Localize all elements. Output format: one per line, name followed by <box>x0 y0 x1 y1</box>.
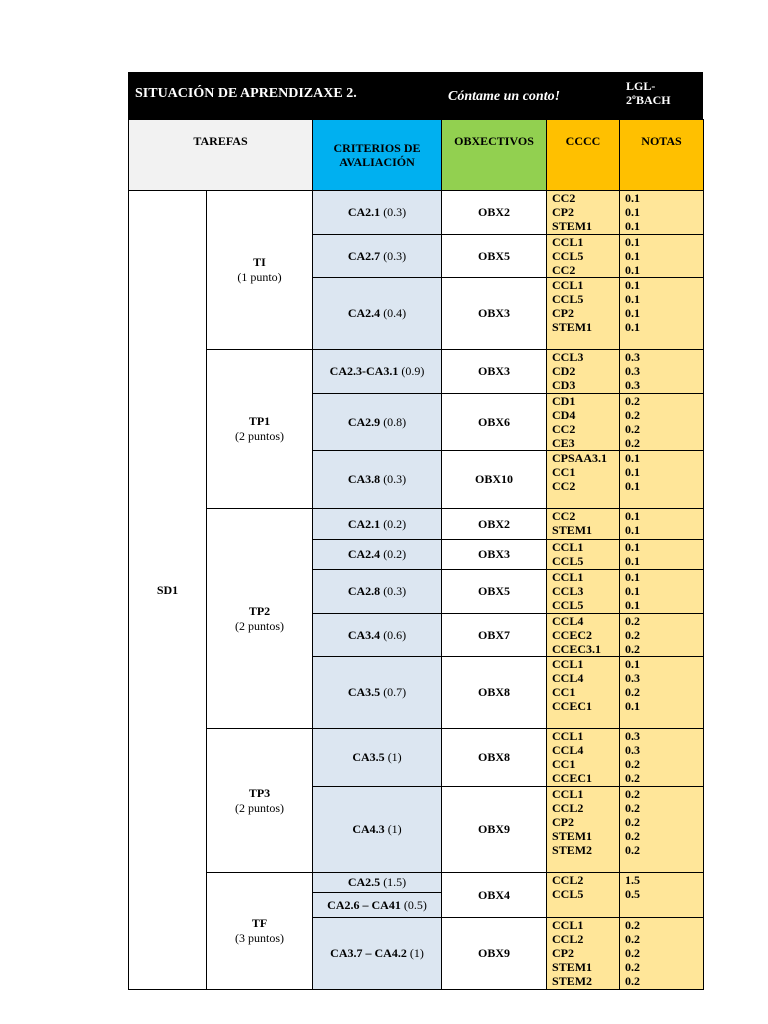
grade-item: 0.5 <box>625 887 641 901</box>
criterion-weight: (0.2) <box>383 516 407 531</box>
competence-item: CCL2 <box>552 873 584 887</box>
grade-item: 0.1 <box>625 219 641 233</box>
objective-cell: OBX9 <box>442 787 547 873</box>
grade-cell <box>620 451 704 509</box>
competence-cell <box>547 614 620 657</box>
task-points: (2 puntos) <box>235 800 284 815</box>
competence-item: CPSAA3.1 <box>552 451 608 465</box>
criterion-cell <box>313 540 442 570</box>
competence-cell <box>547 451 620 509</box>
competence-item: CC2 <box>552 422 576 436</box>
grade-cell <box>620 614 704 657</box>
grade-item: 0.1 <box>625 523 641 537</box>
table-row <box>129 191 704 235</box>
grade-item: 0.2 <box>625 843 641 857</box>
grade-item: 0.1 <box>625 263 641 277</box>
criterion-weight: (1) <box>409 946 424 960</box>
competence-item: CCL5 <box>552 292 584 306</box>
competence-cell <box>547 570 620 614</box>
task-cell <box>207 350 313 509</box>
criterion-cell <box>313 873 442 893</box>
grade-cell <box>620 278 704 350</box>
criterion-weight: (1) <box>387 822 402 836</box>
task-cell <box>207 191 313 350</box>
grade-cell <box>620 787 704 873</box>
grade-item: 0.2 <box>625 422 641 436</box>
grade-item: 0.2 <box>625 628 641 642</box>
criterion-cell <box>313 394 442 451</box>
criterion-code: CA2.9 <box>347 414 381 429</box>
criterion-cell <box>313 235 442 278</box>
header-row <box>129 120 704 191</box>
document-subtitle: Cóntame un conto! <box>448 89 561 104</box>
criterion-code: CA2.7 <box>347 248 381 263</box>
grade-cell <box>620 540 704 570</box>
grade-item: 0.1 <box>625 292 641 306</box>
criterion-code: CA2.4 <box>347 306 381 320</box>
criterion-cell <box>313 570 442 614</box>
table-row <box>129 509 704 540</box>
grade-item: 0.1 <box>625 205 641 219</box>
criterion-weight: (1) <box>387 750 402 764</box>
competence-item: STEM1 <box>552 960 593 974</box>
grade-item: 0.1 <box>625 584 641 598</box>
competence-item: CC2 <box>552 479 576 493</box>
competence-item: CCL5 <box>552 554 584 568</box>
task-points: (1 punto) <box>237 270 282 284</box>
grade-item: 0.1 <box>625 278 641 292</box>
objective-cell: OBX6 <box>442 394 547 451</box>
criterion-code: CA3.5 <box>347 685 381 699</box>
task-cell <box>207 873 313 990</box>
document-title: SITUACIÓN DE APRENDIZAXE 2. <box>135 86 357 101</box>
task-name: TP1 <box>248 414 271 428</box>
competence-item: CCEC2 <box>552 628 593 642</box>
course-code-line2: 2ºBACH <box>626 93 671 107</box>
objective-cell: OBX9 <box>442 918 547 990</box>
objective-cell: OBX8 <box>442 729 547 787</box>
criterion-code: CA2.8 <box>347 584 381 598</box>
grade-item: 0.2 <box>625 642 641 656</box>
competence-cell <box>547 787 620 873</box>
criterion-cell <box>313 729 442 787</box>
criterion-cell <box>313 787 442 873</box>
criterion-weight: (0.3) <box>383 584 407 598</box>
criterion-weight: (0.6) <box>383 627 407 642</box>
competence-item: CCL5 <box>552 598 584 612</box>
competence-cell <box>547 918 620 990</box>
criterion-weight: (0.3) <box>383 205 407 219</box>
competence-cell <box>547 394 620 451</box>
criterion-code: CA2.1 <box>347 516 381 531</box>
task-cell <box>207 509 313 729</box>
competence-item: CCL1 <box>552 729 584 743</box>
criterion-weight: (0.2) <box>383 547 407 561</box>
competence-item: CCL2 <box>552 932 584 946</box>
task-points: (2 puntos) <box>235 429 284 443</box>
criterion-weight: (0.8) <box>383 414 407 429</box>
grade-item: 0.1 <box>625 465 641 479</box>
competence-item: CCL5 <box>552 887 584 901</box>
grade-item: 0.2 <box>625 815 641 829</box>
criterion-code: CA2.6 – CA41 <box>327 897 401 912</box>
competence-item: CCEC1 <box>552 771 593 785</box>
grade-item: 0.2 <box>625 946 641 960</box>
grade-item: 0.1 <box>625 699 641 713</box>
competence-item: CC1 <box>552 757 576 771</box>
criterion-cell <box>313 278 442 350</box>
competence-cell <box>547 235 620 278</box>
evaluation-grid <box>128 119 704 990</box>
grade-item: 0.1 <box>625 235 641 249</box>
grade-item: 0.2 <box>625 932 641 946</box>
grade-cell <box>620 570 704 614</box>
grade-item: 0.1 <box>625 540 641 554</box>
competence-item: CD3 <box>552 378 576 392</box>
grade-item: 0.1 <box>625 598 641 612</box>
competence-item: CP2 <box>552 205 575 219</box>
grade-item: 0.1 <box>625 509 641 523</box>
grade-item: 0.2 <box>625 685 641 699</box>
criterion-code: CA2.5 <box>347 875 381 889</box>
competence-cell <box>547 191 620 235</box>
competence-item: STEM1 <box>552 320 593 334</box>
objective-cell: OBX2 <box>442 509 547 540</box>
criterion-code: CA3.5 <box>352 750 385 764</box>
competence-item: CCL4 <box>552 743 584 757</box>
criterion-code: CA2.1 <box>347 205 381 219</box>
criterion-weight: (0.4) <box>383 306 407 320</box>
criterion-weight: (0.3) <box>383 472 407 486</box>
grade-item: 0.2 <box>625 829 641 843</box>
grade-item: 0.2 <box>625 918 641 932</box>
criterion-code: CA2.4 <box>347 547 381 561</box>
grade-item: 0.2 <box>625 436 641 450</box>
grade-item: 1.5 <box>625 873 641 887</box>
competence-item: CC1 <box>552 685 576 699</box>
competence-item: CCL1 <box>552 657 584 671</box>
grade-item: 0.2 <box>625 960 641 974</box>
competence-cell <box>547 657 620 729</box>
competence-item: CC2 <box>552 509 576 523</box>
competence-item: CCL5 <box>552 249 584 263</box>
grade-cell <box>620 918 704 990</box>
table-row <box>129 873 704 893</box>
competence-item: CD1 <box>552 394 576 408</box>
grade-item: 0.2 <box>625 408 641 422</box>
competence-cell <box>547 350 620 394</box>
sd-cell: SD1 <box>129 191 207 990</box>
criterion-cell <box>313 893 442 918</box>
objective-cell: OBX4 <box>442 873 547 918</box>
grade-item: 0.2 <box>625 394 641 408</box>
competence-item: CCL4 <box>552 614 584 628</box>
col-header-cccc: CCCC <box>547 120 620 191</box>
criterion-weight: (0.7) <box>383 685 407 699</box>
task-cell <box>207 729 313 873</box>
grade-cell <box>620 657 704 729</box>
task-name: TP3 <box>248 785 271 800</box>
grade-item: 0.1 <box>625 306 641 320</box>
competence-item: CE3 <box>552 436 575 450</box>
criterion-cell <box>313 451 442 509</box>
col-header-notas: NOTAS <box>620 120 704 191</box>
course-code-line1: LGL- <box>626 79 656 93</box>
grade-item: 0.2 <box>625 614 641 628</box>
grade-item: 0.1 <box>625 249 641 263</box>
table-row <box>129 350 704 394</box>
competence-item: CCEC1 <box>552 699 593 713</box>
grade-item: 0.1 <box>625 191 641 205</box>
competence-cell <box>547 509 620 540</box>
objective-cell: OBX7 <box>442 614 547 657</box>
objective-cell: OBX3 <box>442 278 547 350</box>
competence-item: CCEC3.1 <box>552 642 602 656</box>
grade-item: 0.3 <box>625 350 641 364</box>
competence-cell <box>547 729 620 787</box>
col-header-tarefas: TAREFAS <box>129 120 313 191</box>
grade-item: 0.1 <box>625 570 641 584</box>
criterion-code: CA3.7 – CA4.2 <box>330 946 407 960</box>
competence-item: STEM1 <box>552 219 593 233</box>
competence-item: CP2 <box>552 306 575 320</box>
objective-cell: OBX3 <box>442 350 547 394</box>
grade-cell <box>620 191 704 235</box>
col-header-criterios: CRITERIOS DE AVALIACIÓN <box>313 120 442 191</box>
competence-item: CCL1 <box>552 570 584 584</box>
grade-item: 0.1 <box>625 554 641 568</box>
competence-item: CP2 <box>552 815 575 829</box>
competence-item: CD2 <box>552 364 576 378</box>
objective-cell: OBX10 <box>442 451 547 509</box>
criterion-code: CA3.8 <box>347 472 381 486</box>
competence-item: CCL3 <box>552 584 584 598</box>
grade-cell <box>620 394 704 451</box>
objective-cell: OBX5 <box>442 235 547 278</box>
grade-item: 0.1 <box>625 657 641 671</box>
grade-item: 0.3 <box>625 364 641 378</box>
criterion-weight: (1.5) <box>383 875 407 889</box>
grade-item: 0.3 <box>625 729 641 743</box>
competence-item: CCL1 <box>552 918 584 932</box>
criterion-weight: (0.9) <box>401 364 425 378</box>
grade-item: 0.2 <box>625 787 641 801</box>
task-name: TI <box>253 255 266 269</box>
learning-situation-table <box>128 72 703 988</box>
criterion-weight: (0.5) <box>403 897 427 912</box>
grade-item: 0.3 <box>625 378 641 392</box>
grade-item: 0.1 <box>625 479 641 493</box>
table-row <box>129 729 704 787</box>
criterion-cell <box>313 614 442 657</box>
competence-item: CCL2 <box>552 801 584 815</box>
competence-cell <box>547 540 620 570</box>
grade-item: 0.2 <box>625 771 641 785</box>
criterion-cell <box>313 191 442 235</box>
competence-item: CC2 <box>552 191 576 205</box>
criterion-weight: (0.3) <box>383 248 407 263</box>
competence-cell <box>547 873 620 918</box>
competence-item: CCL3 <box>552 350 584 364</box>
col-header-obxectivos: OBXECTIVOS <box>442 120 547 191</box>
criterion-code: CA3.4 <box>347 627 381 642</box>
competence-item: STEM1 <box>552 523 593 537</box>
grade-item: 0.3 <box>625 671 641 685</box>
grade-cell <box>620 509 704 540</box>
competence-item: CCL4 <box>552 671 584 685</box>
objective-cell: OBX8 <box>442 657 547 729</box>
competence-item: STEM1 <box>552 829 593 843</box>
competence-item: CCL1 <box>552 235 584 249</box>
grade-cell <box>620 235 704 278</box>
grade-item: 0.3 <box>625 743 641 757</box>
criterion-cell <box>313 918 442 990</box>
title-bar <box>128 72 703 119</box>
competence-cell <box>547 278 620 350</box>
grade-item: 0.2 <box>625 801 641 815</box>
grade-item: 0.1 <box>625 451 641 465</box>
grade-cell <box>620 350 704 394</box>
criterion-code: CA4.3 <box>352 822 385 836</box>
competence-item: CCL1 <box>552 787 584 801</box>
criterion-cell <box>313 509 442 540</box>
competence-item: CC1 <box>552 465 576 479</box>
grade-item: 0.1 <box>625 320 641 334</box>
task-name: TF <box>251 916 268 930</box>
grade-cell <box>620 729 704 787</box>
competence-item: STEM2 <box>552 974 593 988</box>
competence-item: STEM2 <box>552 843 593 857</box>
objective-cell: OBX5 <box>442 570 547 614</box>
criterion-cell <box>313 657 442 729</box>
competence-item: CCL1 <box>552 540 584 554</box>
criterion-cell <box>313 350 442 394</box>
task-points: (2 puntos) <box>235 618 284 633</box>
course-code <box>626 79 671 107</box>
competence-item: CCL1 <box>552 278 584 292</box>
competence-item: CC2 <box>552 263 576 277</box>
task-points: (3 puntos) <box>235 931 284 945</box>
competence-item: CP2 <box>552 946 575 960</box>
criterion-code: CA2.3-CA3.1 <box>329 364 399 378</box>
objective-cell: OBX2 <box>442 191 547 235</box>
grade-cell <box>620 873 704 918</box>
competence-item: CD4 <box>552 408 576 422</box>
grade-item: 0.2 <box>625 757 641 771</box>
task-name: TP2 <box>248 603 271 618</box>
grade-item: 0.2 <box>625 974 641 988</box>
objective-cell: OBX3 <box>442 540 547 570</box>
